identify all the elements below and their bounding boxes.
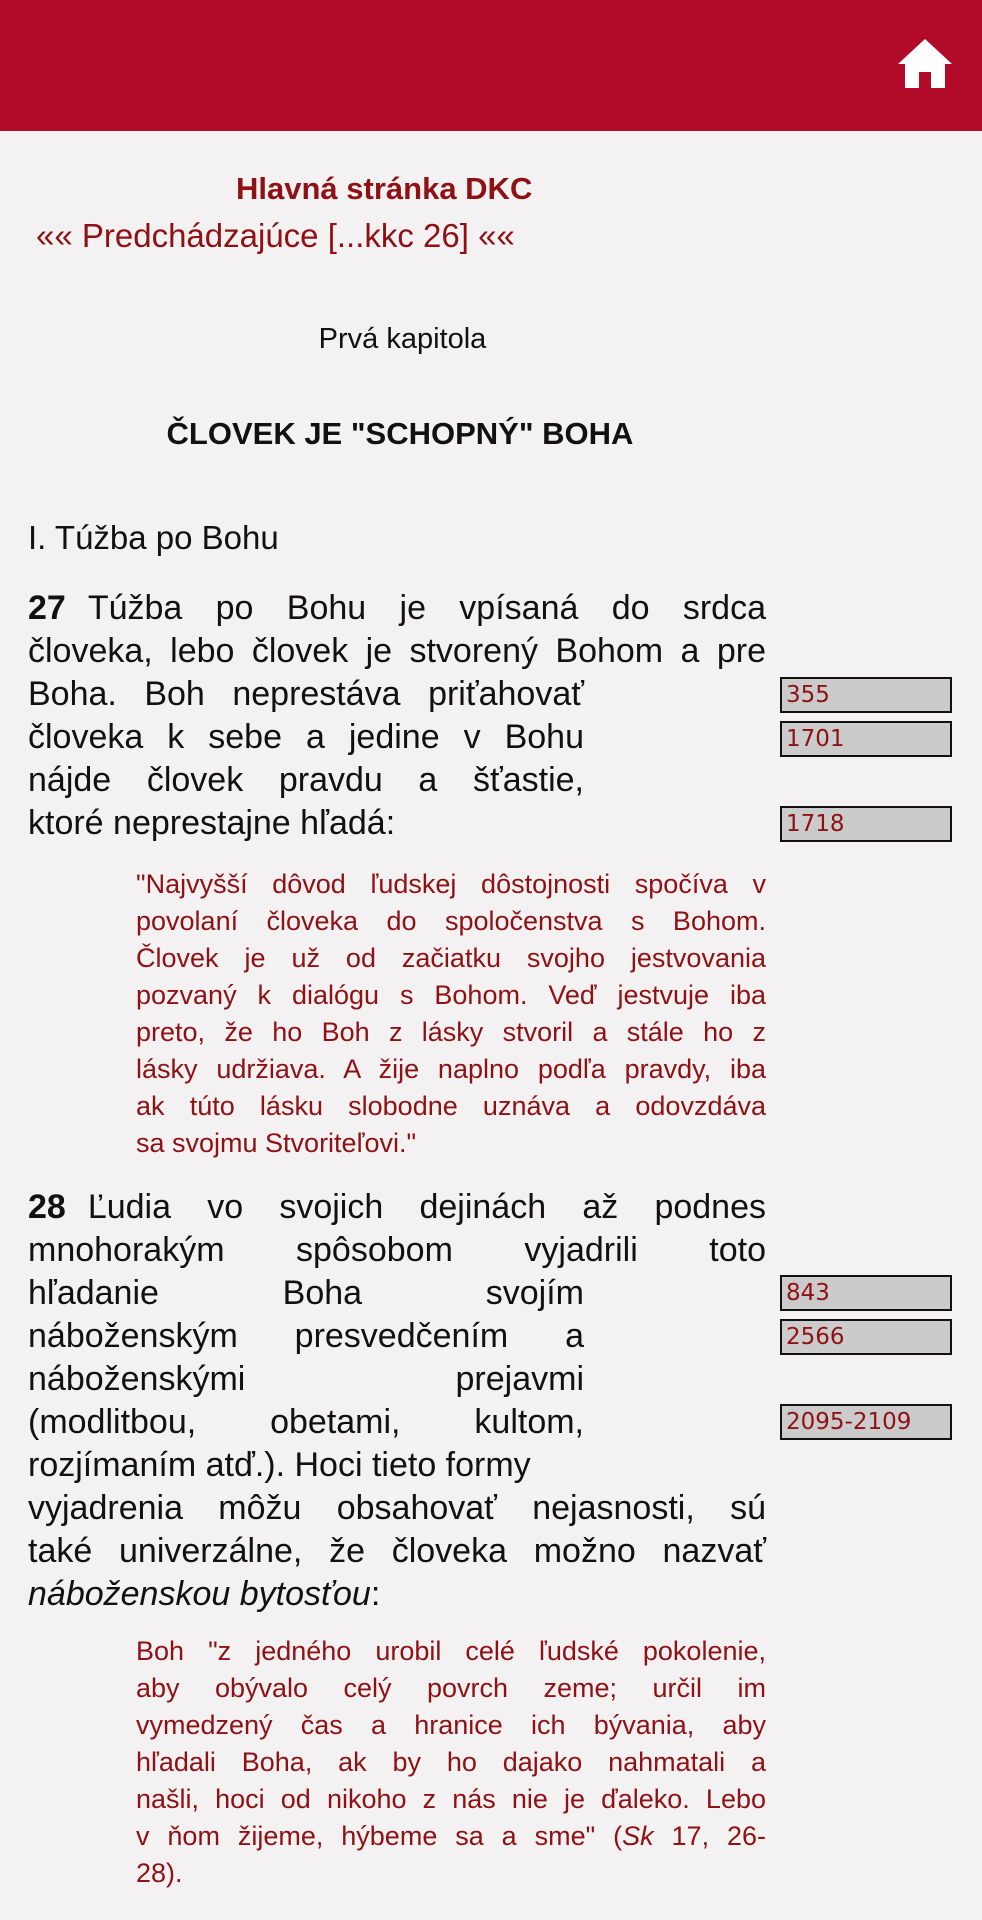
- paragraph-line: (modlitbou, obetami, kultom,: [28, 1403, 584, 1441]
- quote-line: pozvaný k dialógu s Bohom. Veď jestvuje iba: [136, 980, 766, 1010]
- quote-28: [136, 1633, 766, 1892]
- paragraph-28: [28, 1186, 766, 1616]
- quote-line: Človek je už od začiatku svojho jestvovania: [136, 943, 766, 973]
- cross-ref-2566[interactable]: 2566: [780, 1319, 952, 1355]
- quote-line: ak túto lásku slobodne uznáva a odovzdáva: [136, 1091, 766, 1121]
- quote-line: našli, hoci od nikoho z nás nie je ďaleko. Lebo: [136, 1784, 766, 1814]
- paragraph-line: mnohorakým spôsobom vyjadrili toto: [28, 1231, 766, 1269]
- cross-ref-1701[interactable]: 1701: [780, 721, 952, 757]
- paragraph-line: Boha. Boh neprestáva priťahovať: [28, 675, 584, 713]
- chapter-heading: ČLOVEK JE "SCHOPNÝ" BOHA: [166, 416, 634, 451]
- quote-line: "Najvyšší dôvod ľudskej dôstojnosti spočíva v: [136, 869, 766, 899]
- quote-line: hľadali Boha, ak by ho dajako nahmatali a: [136, 1747, 766, 1777]
- paragraph-number: 27: [28, 589, 66, 627]
- paragraph-line: 27 Túžba po Bohu je vpísaná do srdca: [28, 589, 766, 627]
- previous-link[interactable]: «« Predchádzajúce [...kkc 26] ««: [36, 217, 515, 254]
- cross-ref-355[interactable]: 355: [780, 677, 952, 713]
- chapter-title: Prvá kapitola: [318, 323, 487, 355]
- paragraph-line: náboženskou bytosťou:: [28, 1575, 381, 1613]
- cross-ref-1718[interactable]: 1718: [780, 806, 952, 842]
- cross-ref-843[interactable]: 843: [780, 1275, 952, 1311]
- paragraph-line: také univerzálne, že človeka možno nazvať: [28, 1532, 766, 1570]
- quote-line: Boh "z jedného urobil celé ľudské pokolenie,: [136, 1636, 766, 1666]
- quote-line: sa svojmu Stvoriteľovi.": [136, 1128, 417, 1158]
- quote-line: 28).: [136, 1858, 183, 1888]
- paragraph-line: hľadanie Boha svojím: [28, 1274, 584, 1312]
- home-button[interactable]: [896, 36, 954, 92]
- paragraph-27: [28, 587, 766, 845]
- paragraph-line: človeka, lebo človek je stvorený Bohom a pre: [28, 632, 766, 670]
- paragraph-line: vyjadrenia môžu obsahovať nejasnosti, sú: [28, 1489, 766, 1527]
- paragraph-number: 28: [28, 1188, 66, 1226]
- paragraph-line: 28 Ľudia vo svojich dejinách až podnes: [28, 1188, 766, 1226]
- cross-ref-2095-2109[interactable]: 2095-2109: [780, 1404, 952, 1440]
- home-icon[interactable]: [896, 36, 954, 92]
- paragraph-line: nájde človek pravdu a šťastie,: [28, 761, 584, 799]
- paragraph-line: náboženskými prejavmi: [28, 1360, 584, 1398]
- paragraph-line: človeka k sebe a jedine v Bohu: [28, 718, 584, 756]
- paragraph-line: náboženským presvedčením a: [28, 1317, 584, 1355]
- paragraph-line: rozjímaním atď.). Hoci tieto formy: [28, 1446, 531, 1484]
- quote-line: preto, že ho Boh z lásky stvoril a stále ho z: [136, 1017, 766, 1047]
- quote-27: [136, 866, 766, 1162]
- quote-line: vymedzený čas a hranice ich bývania, aby: [136, 1710, 766, 1740]
- section-title: I. Túžba po Bohu: [28, 519, 279, 556]
- paragraph-line: ktoré neprestajne hľadá:: [28, 804, 396, 842]
- quote-line: v ňom žijeme, hýbeme sa a sme" (Sk 17, 26-: [136, 1821, 767, 1851]
- main-page-link[interactable]: Hlavná stránka DKC: [236, 171, 533, 206]
- quote-line: aby obývalo celý povrch zeme; určil im: [136, 1673, 766, 1703]
- top-bar: [0, 0, 982, 131]
- quote-line: povolaní človeka do spoločenstva s Bohom.: [136, 906, 766, 936]
- quote-line: lásky udržiava. A žije naplno podľa pravdy, iba: [136, 1054, 766, 1084]
